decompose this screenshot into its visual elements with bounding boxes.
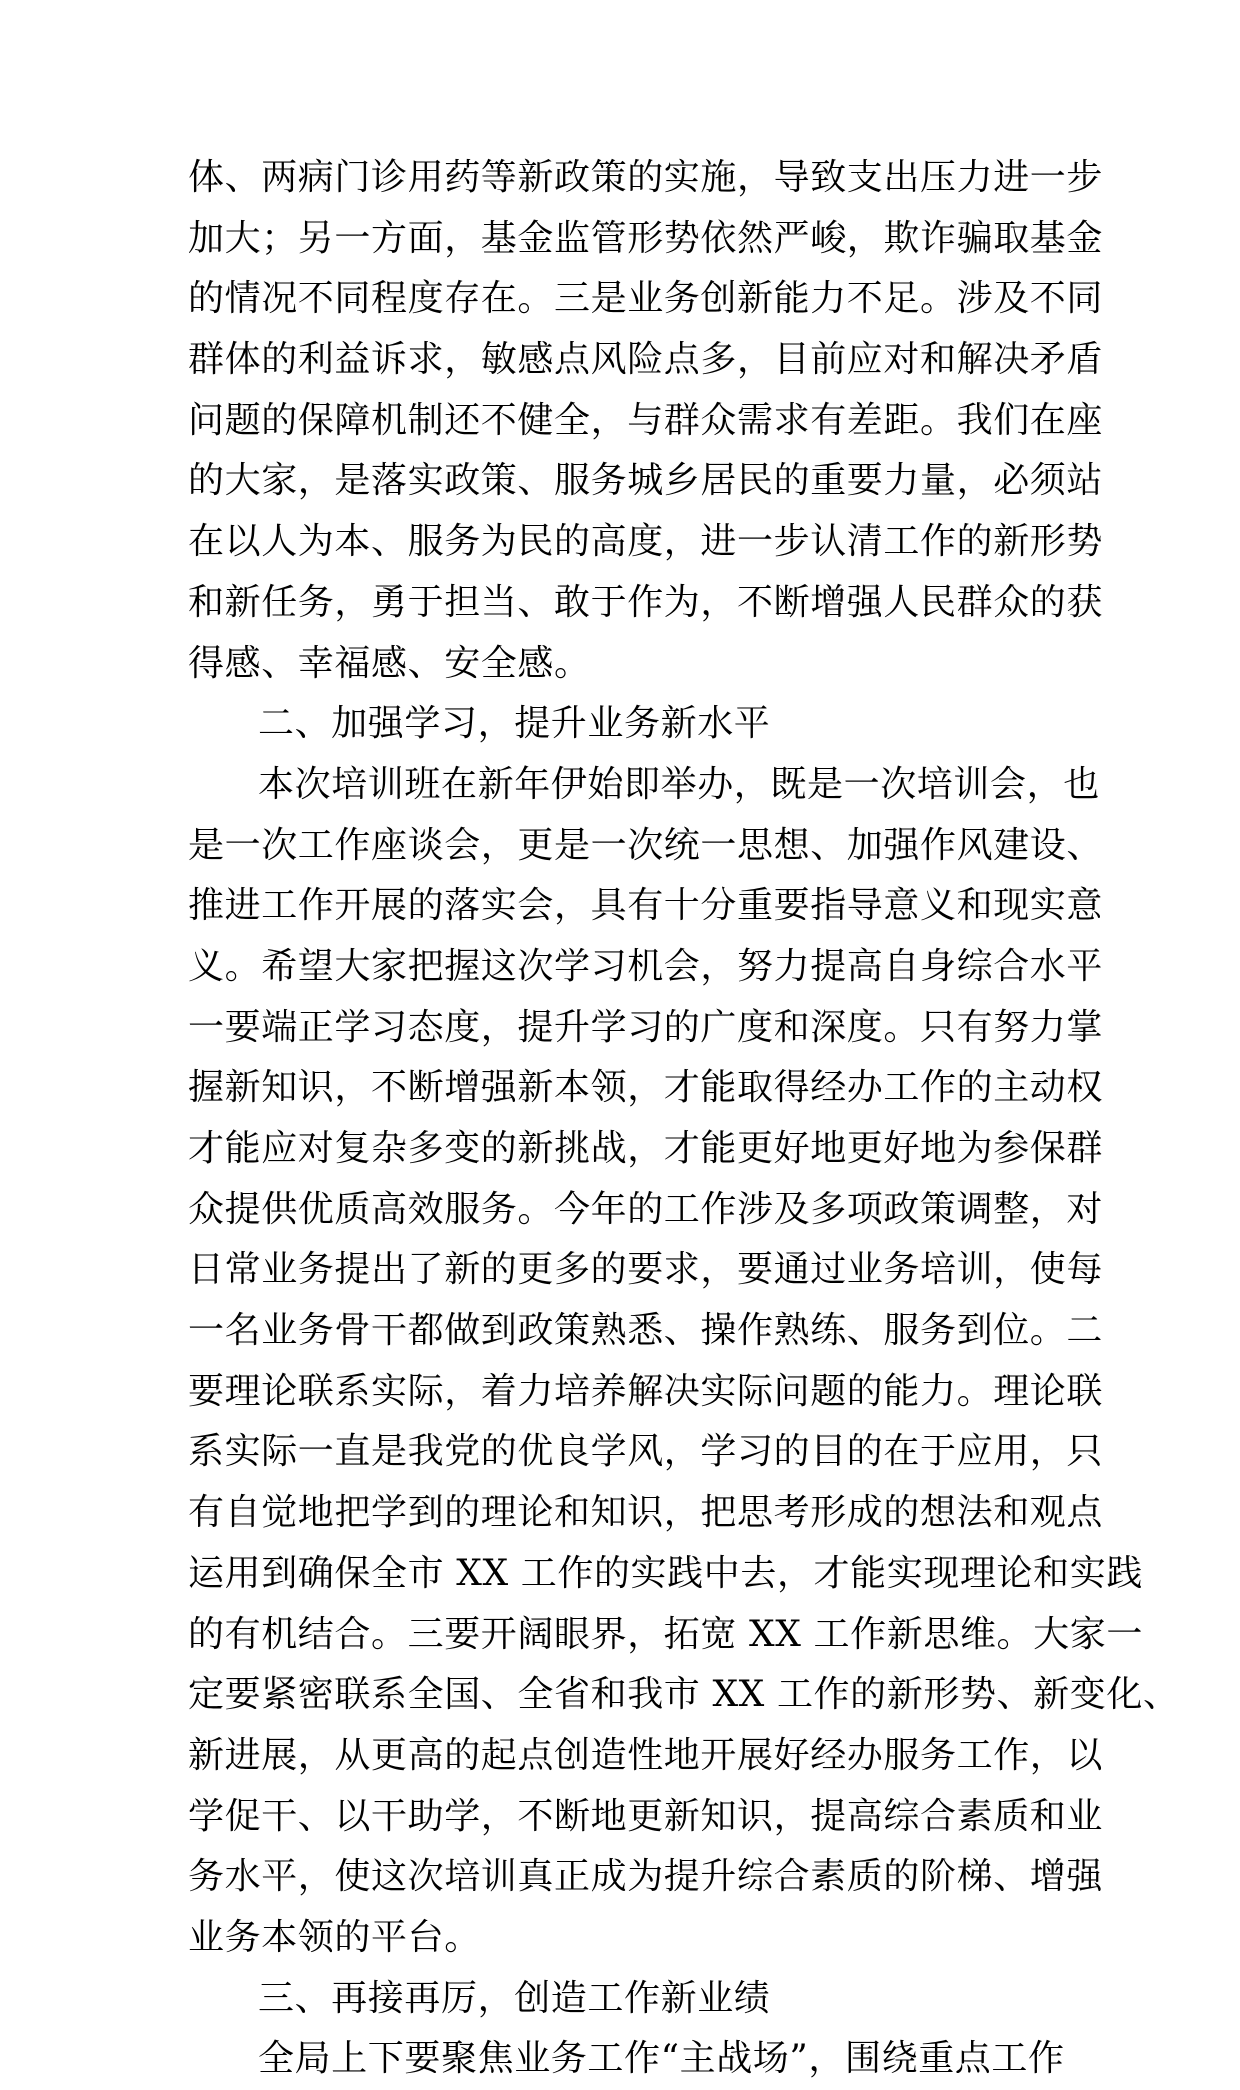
body-text-line: 握新知识，不断增强新本领，才能取得经办工作的主动权 bbox=[188, 1067, 1104, 1109]
body-text-line: 本次培训班在新年伊始即举办，既是一次培训会，也 bbox=[258, 763, 1100, 805]
body-text-line: 业务本领的平台。 bbox=[188, 1916, 481, 1958]
body-text-line: 系实际一直是我党的优良学风，学习的目的在于应用，只 bbox=[188, 1431, 1104, 1473]
body-text-line: 体、两病门诊用药等新政策的实施，导致支出压力进一步 bbox=[188, 157, 1104, 198]
section-heading: 二、加强学习，提升业务新水平 bbox=[258, 703, 771, 745]
section-heading: 三、再接再厉，创造工作新业绩 bbox=[258, 1977, 771, 2019]
body-text-line: 加大；另一方面，基金监管形势依然严峻，欺诈骗取基金 bbox=[188, 217, 1104, 259]
body-text-line: 运用到确保全市 XX 工作的实践中去，才能实现理论和实践 bbox=[188, 1552, 1143, 1594]
body-text-line: 在以人为本、服务为民的高度，进一步认清工作的新形势 bbox=[188, 521, 1104, 563]
body-text-line: 一要端正学习态度，提升学习的广度和深度。只有努力掌 bbox=[188, 1006, 1104, 1048]
body-text-line: 要理论联系实际，着力培养解决实际问题的能力。理论联 bbox=[188, 1370, 1104, 1412]
document-body bbox=[188, 148, 1180, 2090]
body-text-line: 是一次工作座谈会，更是一次统一思想、加强作风建设、 bbox=[188, 824, 1104, 866]
body-text-line: 的大家，是落实政策、服务城乡居民的重要力量，必须站 bbox=[188, 460, 1104, 502]
body-text-line: 定要紧密联系全国、全省和我市 XX 工作的新形势、新变化、 bbox=[188, 1674, 1180, 1716]
body-text-line: 的有机结合。三要开阔眼界，拓宽 XX 工作新思维。大家一 bbox=[188, 1613, 1143, 1655]
body-text-line: 义。希望大家把握这次学习机会，努力提高自身综合水平 bbox=[188, 945, 1104, 987]
body-text-line: 的情况不同程度存在。三是业务创新能力不足。涉及不同 bbox=[188, 278, 1104, 320]
body-text-line: 务水平，使这次培训真正成为提升综合素质的阶梯、增强 bbox=[188, 1856, 1104, 1898]
body-text-line: 全局上下要聚焦业务工作“主战场”，围绕重点工作 bbox=[258, 2038, 1065, 2080]
body-text-line: 问题的保障机制还不健全，与群众需求有差距。我们在座 bbox=[188, 399, 1104, 441]
body-text-line: 学促干、以干助学，不断地更新知识，提高综合素质和业 bbox=[188, 1795, 1104, 1837]
body-text-line: 众提供优质高效服务。今年的工作涉及多项政策调整，对 bbox=[188, 1188, 1104, 1230]
body-text-line: 推进工作开展的落实会，具有十分重要指导意义和现实意 bbox=[188, 885, 1104, 927]
body-text-line: 有自觉地把学到的理论和知识，把思考形成的想法和观点 bbox=[188, 1492, 1104, 1534]
body-text-line: 日常业务提出了新的更多的要求，要通过业务培训，使每 bbox=[188, 1249, 1104, 1291]
body-text-line: 一名业务骨干都做到政策熟悉、操作熟练、服务到位。二 bbox=[188, 1310, 1104, 1352]
body-text-line: 和新任务，勇于担当、敢于作为，不断增强人民群众的获 bbox=[188, 581, 1104, 623]
body-text-line: 得感、幸福感、安全感。 bbox=[188, 642, 591, 684]
body-text-line: 才能应对复杂多变的新挑战，才能更好地更好地为参保群 bbox=[188, 1128, 1104, 1169]
body-text-line: 新进展，从更高的起点创造性地开展好经办服务工作，以 bbox=[188, 1734, 1104, 1776]
body-text-line: 群体的利益诉求，敏感点风险点多，目前应对和解决矛盾 bbox=[188, 339, 1104, 381]
